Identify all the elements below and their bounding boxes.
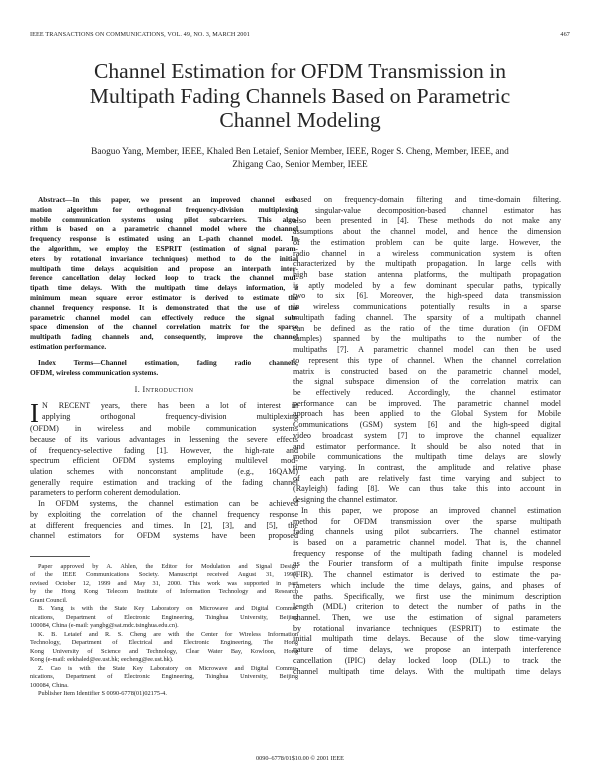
footnote-line: of the IEEE Communications Society. Manuscript received August 31, 1999; bbox=[30, 571, 298, 579]
left-column bbox=[30, 195, 298, 699]
body-line: approach has been applied to the Global System for Mobile bbox=[293, 409, 561, 419]
footnote-line: by the Hong Kong Telecom Institute of Information Technology and Research bbox=[30, 588, 298, 596]
footnote-line: Kong University of Science and Technology, Clear Water Bay, Kowloon, Hong bbox=[30, 647, 298, 655]
body-line: multipath fading channel. The sparsity of a multipath channel bbox=[293, 312, 561, 322]
intro-line: N RECENT years, there has been a lot of interest in bbox=[42, 401, 298, 411]
author-list bbox=[30, 146, 570, 171]
body-line: be effectively reduced. Accordingly, the channel estimator bbox=[293, 387, 561, 397]
body-line: by rotational invariance techniques (ESPRIT) to estimate the bbox=[293, 623, 561, 633]
body-line: A singular-value decomposition-based channel estimator has bbox=[293, 205, 561, 215]
abstract-line: parametric channel model can effectively reduce the signal sub- bbox=[30, 312, 298, 322]
footnote-line: 100084, China (e-mail: yangbg@sat.mdc.tsinghua.edu.cn). bbox=[30, 622, 179, 630]
paper-title bbox=[30, 59, 570, 133]
body-line: to represent this type of channel. When the channel correlation bbox=[293, 355, 561, 365]
body-line: method for OFDM transmission over the sparse multipath bbox=[293, 516, 561, 526]
intro-line: generally require estimation and tracking of the fading channel bbox=[30, 477, 298, 487]
body-line: mobile communications the multipath time delays are slowly bbox=[293, 452, 561, 462]
body-line: Communications (GSM) system [6] and the high-speed digital bbox=[293, 420, 561, 430]
body-line: of the estimation problem can be quite large. However, the bbox=[293, 237, 561, 247]
footnote-rule bbox=[30, 556, 90, 557]
drop-cap: I bbox=[30, 398, 39, 429]
body-line: channel. Then, we use the estimation of signal parameters bbox=[293, 613, 561, 623]
intro-line: of frequency-selective fading [1]. However, the high-rate and bbox=[30, 445, 298, 455]
body-line: high base station antenna platforms, the multipath propagation bbox=[293, 270, 561, 280]
running-header bbox=[30, 31, 570, 38]
abstract-line: mobile communication systems using pilot subcarriers. This algo- bbox=[30, 214, 298, 224]
body-line: cancellation (IPIC) delay locked loop (DLL) to track the bbox=[293, 655, 561, 665]
abstract-line: rithm is based on a parametric channel model where the channel bbox=[30, 224, 298, 234]
abstract-line: channel frequency response. It is demonstrated that the use of the bbox=[30, 302, 298, 312]
intro-paragraph bbox=[30, 398, 298, 542]
body-line: and estimator performance. It should be also noted that in bbox=[293, 441, 561, 451]
abstract-line: frequency response is estimated using an L-path channel model. In bbox=[30, 234, 298, 244]
section-heading: I. Introduction bbox=[134, 385, 194, 395]
body-line: can be defined as the ratio of the time duration (in OFDM bbox=[293, 323, 561, 333]
intro-line: by exploiting the correlation of the channel frequency response bbox=[30, 509, 298, 519]
body-line: length (MDL) criterion to detect the number of paths in the bbox=[293, 602, 561, 612]
body-line: (Rayleigh) fading [8]. We can thus take this into account in bbox=[293, 484, 561, 494]
body-line: characterized by the multipath propagation. In large cells with bbox=[293, 259, 561, 269]
author-line: Zhigang Cao, Senior Member, IEEE bbox=[232, 159, 368, 170]
body-line: designing the channel estimator. bbox=[293, 495, 398, 505]
body-line: the paths. Specifically, we first use the minimum description bbox=[293, 591, 561, 601]
body-line: is aptly modeled by a few dominant specular paths, typically bbox=[293, 280, 561, 290]
body-line: time varying. In contrast, the amplitude and relative phase bbox=[293, 462, 561, 472]
abstract-line: Abstract—In this paper, we present an improved channel esti- bbox=[38, 195, 298, 204]
footnote-line: Grant Council. bbox=[30, 596, 68, 604]
intro-line: channel estimators for OFDM systems have been proposed bbox=[30, 531, 298, 541]
body-line: In this paper, we propose an improved channel estimation bbox=[301, 505, 561, 515]
footnote-line: revised October 12, 1999 and May 31, 2000. This work was supported in part bbox=[30, 579, 298, 587]
index-terms bbox=[30, 358, 298, 378]
body-line: video broadcast system [7] to improve the channel equalizer bbox=[293, 430, 561, 440]
abstract-line: tipath time delays. With the multipath time delays information, a bbox=[30, 283, 298, 293]
abstract-line: mation algorithm for orthogonal frequency-division multiplexing bbox=[30, 204, 298, 214]
footnote-line: Z. Cao is with the State Key Laboratory on Microwave and Digital Commu- bbox=[38, 664, 298, 672]
footnote-line: Kong (e-mail: eekhaled@ee.ust.hk; eecheng@ee.ust.hk). bbox=[30, 656, 174, 664]
intro-line: ulation schemes with nonconstant amplitude (e.g., 16QAM) bbox=[30, 466, 298, 476]
body-line: as the Fourier transform of a multipath finite impulse response bbox=[293, 559, 561, 569]
copyright-footer: 0090–6778/01$10.00 © 2001 IEEE bbox=[256, 755, 344, 762]
abstract-line: minimum mean square error estimator is derived to estimate the bbox=[30, 292, 298, 302]
abstract-line: estimation performance. bbox=[30, 341, 107, 351]
footnote-line: nications, Department of Electronic Engineering, Tsinghua University, Beijing bbox=[30, 613, 298, 621]
body-line: in wireless communications potentially results in a sparse bbox=[293, 302, 561, 312]
index-terms-line: OFDM, wireless communication systems. bbox=[30, 367, 159, 377]
body-line: of each path are relatively fast time varying and subject to bbox=[293, 473, 561, 483]
intro-line: In OFDM systems, the channel estimation can be achieved bbox=[38, 499, 298, 509]
body-line: based on frequency-domain filtering and time-domain filtering. bbox=[293, 195, 561, 204]
index-terms-line: Index Terms—Channel estimation, fading radio channels, bbox=[38, 357, 298, 367]
footnote-line: nications, Department of Electronic Engineering, Tsinghua University, Beijing bbox=[30, 673, 298, 681]
abstract-line: eters by rotational invariance techniques) method to do the initial bbox=[30, 253, 298, 263]
body-line: initial multipath time delays. Because of the slow time-varying bbox=[293, 634, 561, 644]
footnote-line: Paper approved by A. Ahlen, the Editor for Modulation and Signal Design bbox=[38, 562, 298, 570]
title-line: Multipath Fading Channels Based on Parametric bbox=[89, 83, 511, 108]
body-line: is based on a parametric channel model. That is, the channel bbox=[293, 538, 561, 547]
body-line: the signal subspace dimension of the correlation matrix can bbox=[293, 377, 561, 387]
page-number: 467 bbox=[560, 31, 570, 38]
right-column bbox=[293, 195, 561, 677]
body-line: radio channel in a wireless communication system is often bbox=[293, 248, 561, 258]
intro-line: at different frequencies and times. In [2], [3], and [5], the bbox=[30, 520, 298, 530]
footnote-line: Technology, Department of Electrical and Electronic Engineering, The Hong bbox=[30, 639, 298, 647]
title-line: Channel Modeling bbox=[219, 108, 381, 132]
body-line: nature of time delays, we propose an interpath interference bbox=[293, 645, 561, 655]
author-line: Baoguo Yang, Member, IEEE, Khaled Ben Letaief, Senior Member, IEEE, Roger S. Cheng, Member, IEEE, and bbox=[91, 147, 509, 157]
abstract-line: multipath time delays acquisition and propose an interpath inter- bbox=[30, 263, 298, 273]
abstract-line: space dimension of the channel correlation matrix for the sparse bbox=[30, 322, 298, 332]
body-line: fading channels using pilot subcarriers. The channel estimator bbox=[293, 527, 561, 537]
body-line: matrix is constructed based on the parametric channel model, bbox=[293, 366, 561, 376]
footnote-line: Publisher Item Identifier S 0090-6778(01)02175-4. bbox=[38, 690, 167, 698]
body-line: also been presented in [4]. These methods do not make any bbox=[293, 216, 561, 226]
intro-line: parameters to perform coherent demodulation. bbox=[30, 488, 181, 498]
footnotes bbox=[30, 563, 298, 699]
intro-line: (OFDM) in wireless and mobile communication systems bbox=[30, 424, 298, 434]
body-line: assumptions about the channel model, and hence the dimension bbox=[293, 227, 561, 237]
body-line: performance can be improved. The parametric channel model bbox=[293, 398, 561, 408]
journal-info: IEEE TRANSACTIONS ON COMMUNICATIONS, VOL. 49, NO. 3, MARCH 2001 bbox=[30, 31, 250, 38]
intro-line: spectrum efficient OFDM systems employing multilevel mod- bbox=[30, 456, 298, 466]
footnote-line: B. Yang is with the State Key Laboratory on Microwave and Digital Commu- bbox=[38, 605, 298, 613]
body-line: rameters which include the time delays, gains, and phases of bbox=[293, 580, 561, 590]
abstract-line: ference cancellation delay locked loop to track the channel mul- bbox=[30, 273, 298, 283]
body-line: (FIR). The channel estimator is derived to estimate the pa- bbox=[293, 570, 561, 580]
footnote-line: K. B. Letaief and R. S. Cheng are with the Center for Wireless Information bbox=[38, 630, 298, 638]
intro-line: applying orthogonal frequency-division multiplexing bbox=[42, 411, 298, 421]
body-line: channel multipath time delays. With the multipath time delays bbox=[293, 666, 561, 676]
footnote-line: 100084, China. bbox=[30, 681, 69, 689]
title-line: Channel Estimation for OFDM Transmission in bbox=[93, 59, 507, 83]
abstract-line: the algorithm, we employ the ESPRIT (estimation of signal param- bbox=[30, 243, 298, 253]
body-line: frequency response of the multipath fading channel is modeled bbox=[293, 548, 561, 558]
abstract bbox=[30, 195, 298, 352]
body-line: samples) spanned by the multipaths to the number of the bbox=[293, 334, 561, 344]
body-line: two to six [6]. Moreover, the high-speed data transmission bbox=[293, 291, 561, 301]
intro-line: because of its various advantages in lessening the severe effects bbox=[30, 434, 298, 444]
body-line: multipaths [7]. A parametric channel model can then be used bbox=[293, 345, 561, 355]
abstract-line: multipath fading channels and, consequently, improve the channel bbox=[30, 332, 298, 342]
